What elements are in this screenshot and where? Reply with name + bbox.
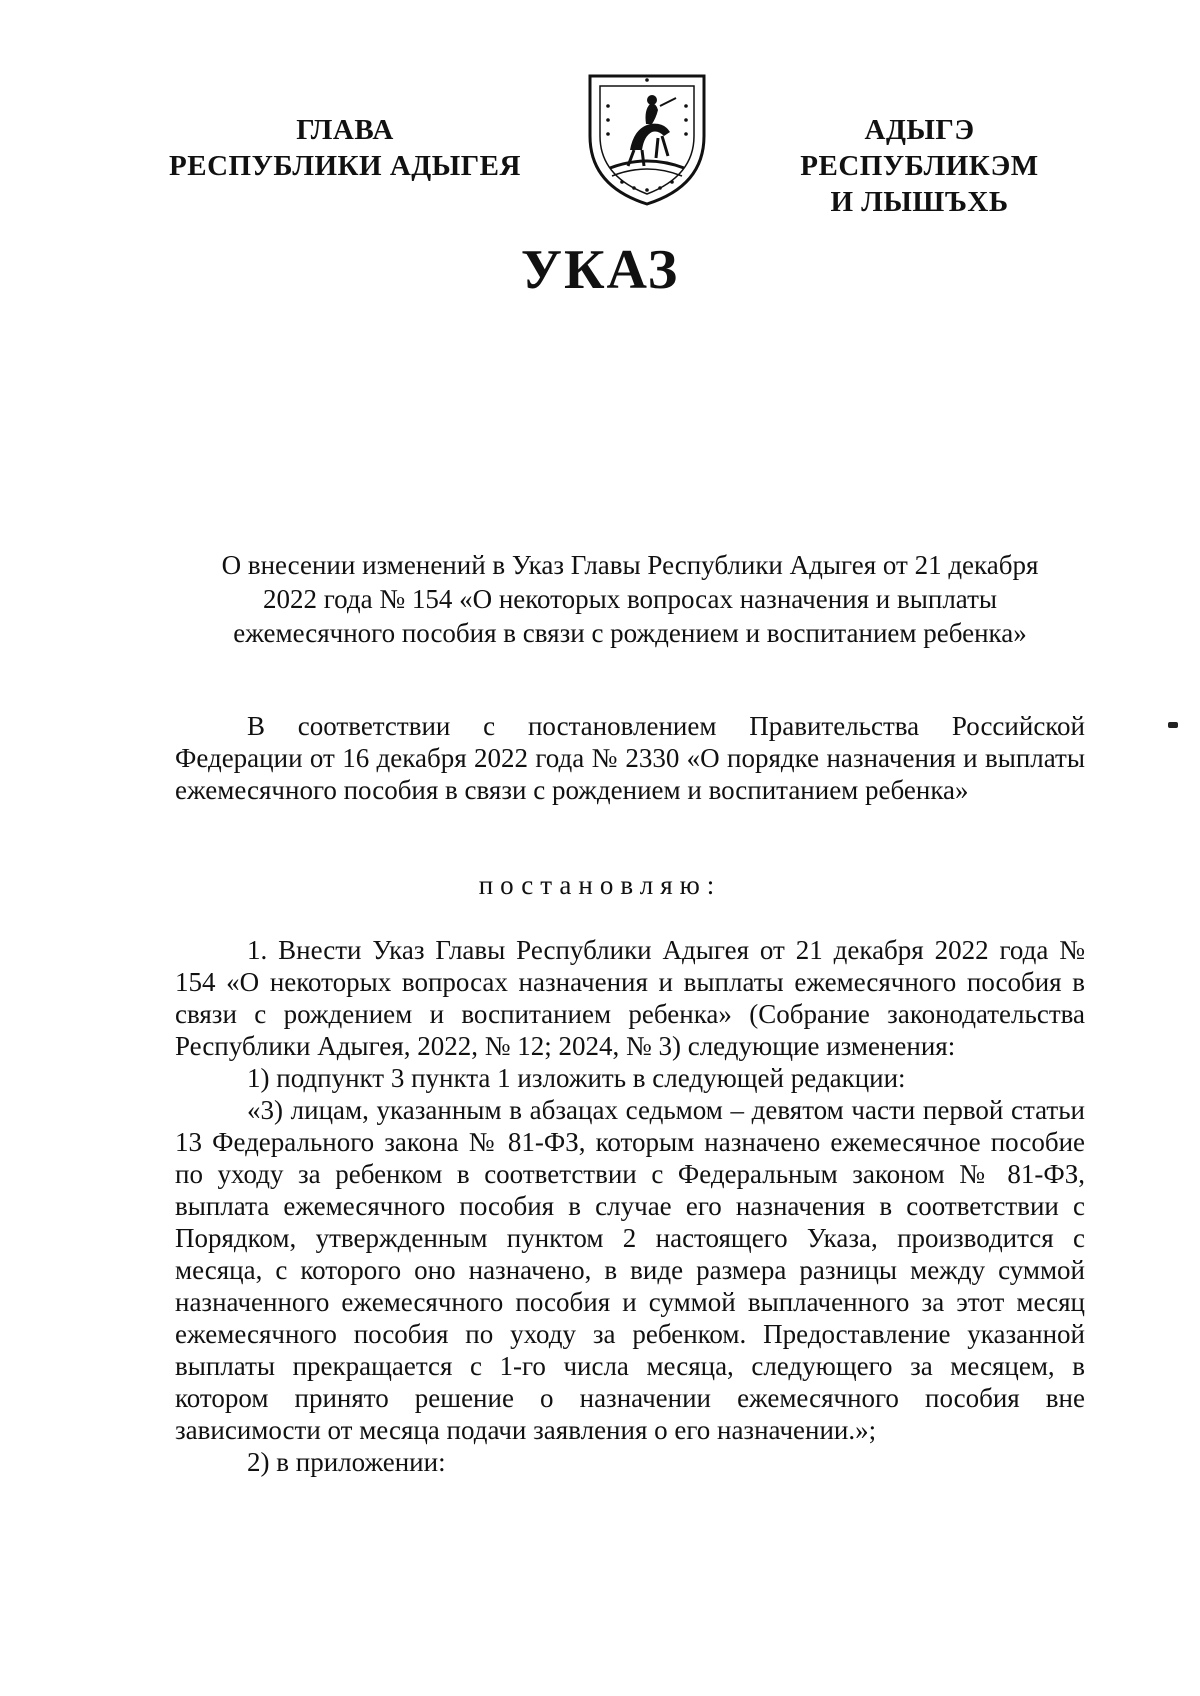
document-title [175, 548, 1085, 650]
header-right-line1: АДЫГЭ РЕСПУБЛИКЭМ [800, 114, 1039, 182]
header-left-line2: РЕСПУБЛИКИ АДЫГЕЯ [169, 150, 521, 182]
document-type-heading: УКАЗ [520, 239, 680, 301]
title-line3: ежемесячного пособия в связи с рождением и воспитанием ребенка» [233, 618, 1027, 648]
coat-of-arms-emblem [572, 58, 722, 208]
header-left-russian [165, 112, 525, 184]
header-left-line1: ГЛАВА [296, 114, 394, 146]
header-right-adyghe [742, 112, 1097, 220]
decree-items [175, 934, 1085, 1478]
item-paragraph-2: 1) подпункт 3 пункта 1 изложить в следующей редакции: [247, 1063, 906, 1093]
item-paragraph-3: «3) лицам, указанным в абзацах седьмом – девятом части первой статьи 13 Федерального закона № 81-ФЗ, которым назначено ежемесячное пособие по уходу за ребенком в соответствии с Федеральным законом № 81-ФЗ, выплата ежемесячного пособия в случае его назначения в соответствии с Порядком, утвержденным пунктом 2 настоящего Указа, производится с месяца, с которого оно назначено, в виде размера разницы между суммой назначенного ежемесячного пособия и суммой выплаченного за этот месяц ежемесячного пособия по уходу за ребенком. Предоставление указанной выплаты прекращается с 1-го числа месяца, следующего за месяцем, в котором принято решение о назначении ежемесячного пособия вне зависимости от месяца подачи заявления о его назначении.»; [175, 1095, 1085, 1445]
emblem-rider-icon [628, 95, 676, 166]
header-right-line2: И ЛЫШЪХЬ [830, 186, 1009, 218]
decree-word: постановляю: [478, 870, 722, 900]
item-paragraph-1: 1. Внести Указ Главы Республики Адыгея от 21 декабря 2022 года № 154 «О некоторых вопросах назначения и выплаты ежемесячного пособия в связи с рождением и воспитанием ребенка» (Собрание законодательства Республики Адыгея, 2022, № 12; 2024, № 3) следующие изменения: [175, 935, 1085, 1061]
margin-mark [1168, 722, 1178, 728]
title-line1: О внесении изменений в Указ Главы Республики Адыгея от 21 декабря [221, 550, 1039, 580]
title-line2: 2022 года № 154 «О некоторых вопросах назначения и выплаты [262, 584, 998, 614]
item-paragraph-4: 2) в приложении: [247, 1447, 446, 1477]
preamble-paragraph: В соответствии с постановлением Правительства Российской Федерации от 16 декабря 2022 года № 2330 «О порядке назначения и выплаты ежемесячного пособия в связи с рождением и воспитанием ребенка» [175, 711, 1085, 805]
